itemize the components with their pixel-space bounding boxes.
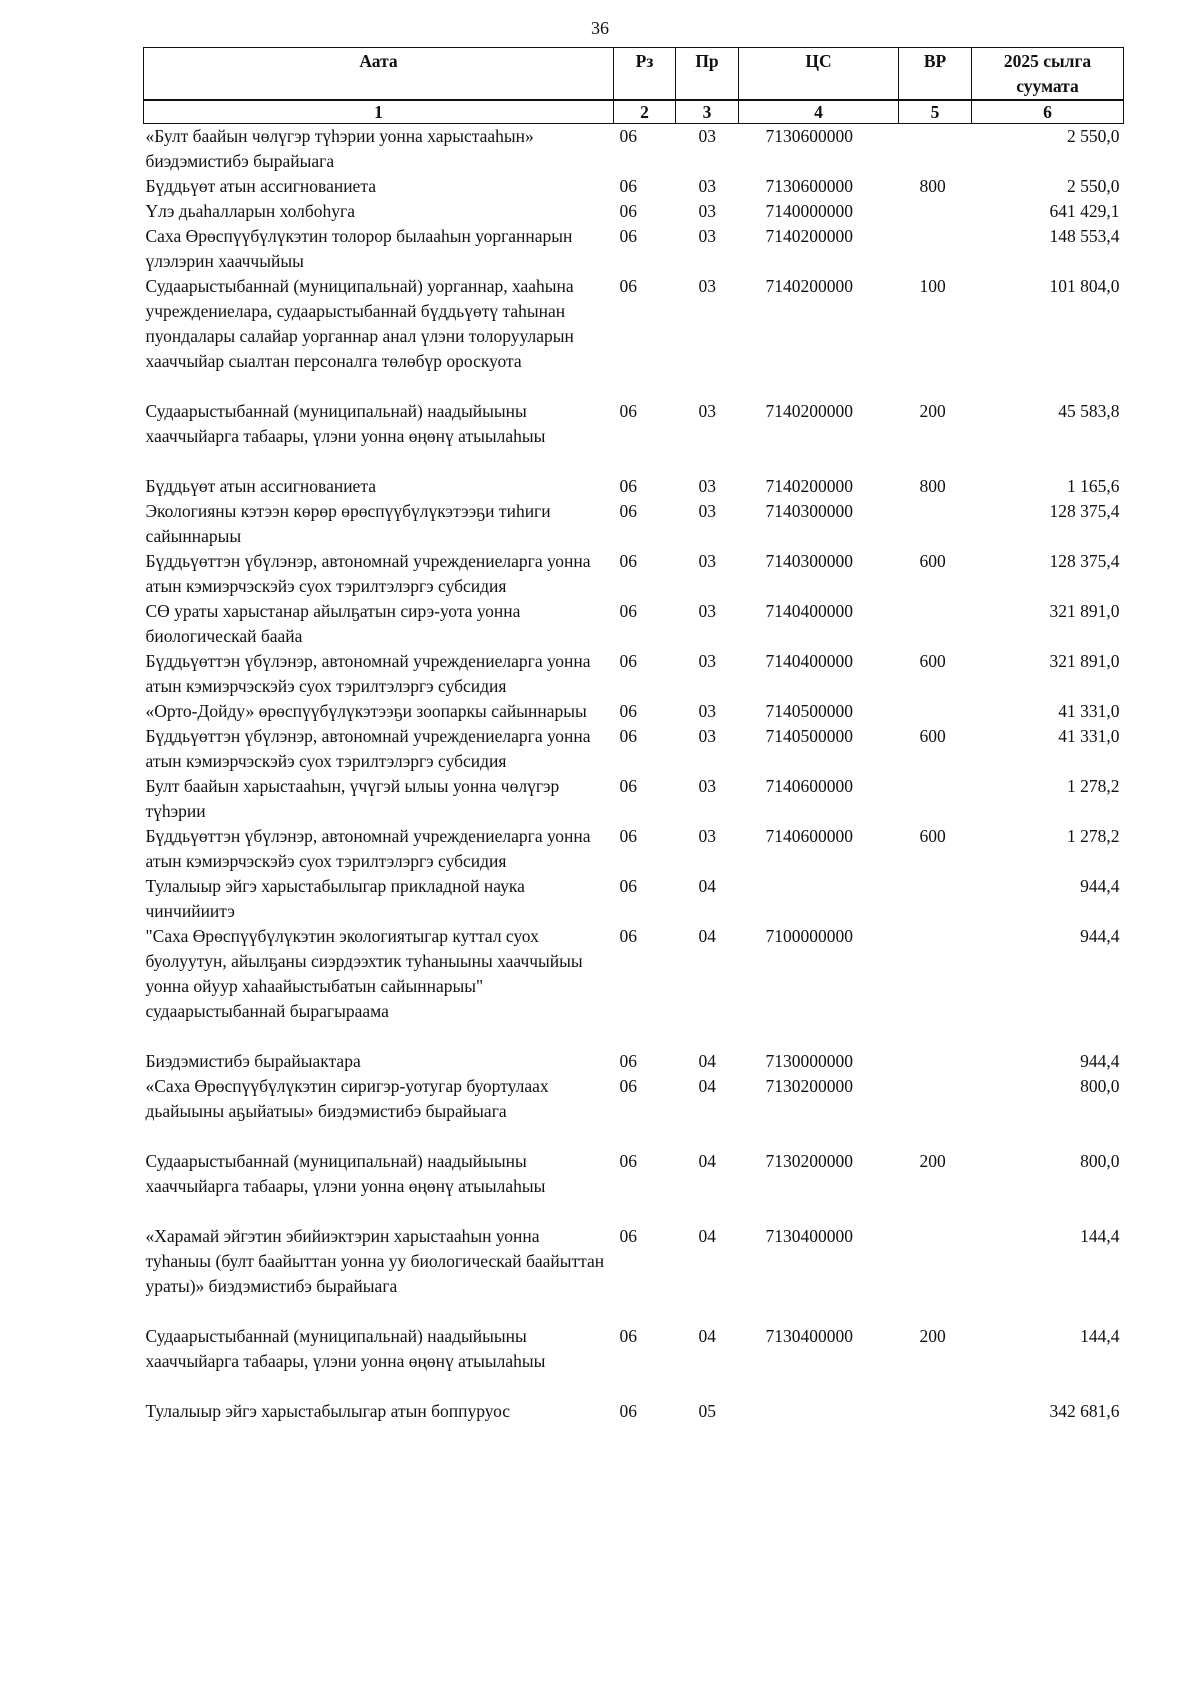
row-vr bbox=[899, 599, 972, 649]
row-pr: 03 bbox=[698, 601, 716, 621]
row-cs: 7130000000 bbox=[765, 1051, 853, 1071]
row-vr bbox=[899, 199, 972, 224]
row-rz: 06 bbox=[619, 201, 637, 221]
row-amount: 1 278,2 bbox=[1067, 776, 1120, 796]
row-pr: 03 bbox=[698, 226, 716, 246]
table-row bbox=[144, 399, 1124, 474]
row-pr: 05 bbox=[698, 1401, 716, 1421]
header-rz: Рз bbox=[614, 48, 676, 101]
row-vr: 600 bbox=[919, 726, 946, 746]
row-vr bbox=[899, 1224, 972, 1324]
table-header bbox=[144, 48, 1124, 124]
row-amount: 321 891,0 bbox=[1049, 601, 1120, 621]
row-cs: 7140400000 bbox=[765, 601, 853, 621]
row-rz: 06 bbox=[619, 776, 637, 796]
row-name: «Булт баайын чөлүгэр түһэрии уонна харыстааһын» биэдэмистибэ бырайыага bbox=[145, 126, 534, 171]
row-cs: 7130400000 bbox=[765, 1226, 853, 1246]
table-row bbox=[144, 824, 1124, 874]
row-pr: 03 bbox=[698, 126, 716, 146]
row-pr: 04 bbox=[698, 1226, 716, 1246]
row-cs bbox=[739, 874, 899, 924]
row-amount: 321 891,0 bbox=[1049, 651, 1120, 671]
row-cs: 7130200000 bbox=[765, 1076, 853, 1096]
table-row bbox=[144, 599, 1124, 649]
table-row bbox=[144, 274, 1124, 399]
row-amount: 2 550,0 bbox=[1067, 126, 1120, 146]
row-pr: 04 bbox=[698, 1326, 716, 1346]
row-vr bbox=[899, 924, 972, 1049]
table-row bbox=[144, 724, 1124, 774]
row-amount: 342 681,6 bbox=[1049, 1401, 1120, 1421]
row-pr: 03 bbox=[698, 401, 716, 421]
row-cs: 7140500000 bbox=[765, 701, 853, 721]
row-vr bbox=[899, 774, 972, 824]
header-vr: ВР bbox=[899, 48, 972, 101]
row-pr: 03 bbox=[698, 701, 716, 721]
row-name: "Саха Өрөспүүбүлүкэтин экологиятыгар куттал суох буолуутун, айылҕаны сиэрдээхтик туһаныыны хааччыйыы уонна ойуур хаһаайыстыбатын сайыннарыы" судаарыстыбаннай бырагыраама bbox=[145, 926, 583, 1021]
row-vr: 200 bbox=[919, 1326, 946, 1346]
table-row bbox=[144, 1074, 1124, 1149]
table-row bbox=[144, 549, 1124, 599]
row-name: Тулалыыр эйгэ харыстабылыгар атын боппуруос bbox=[145, 1401, 511, 1421]
row-name: «Саха Өрөспүүбүлүкэтин сиригэр-уотугар буортулаах дьайыыны аҕыйатыы» биэдэмистибэ бырайыага bbox=[145, 1076, 549, 1121]
row-cs: 7140600000 bbox=[765, 826, 853, 846]
row-amount: 2 550,0 bbox=[1067, 176, 1120, 196]
row-name: Судаарыстыбаннай (муниципальнай) наадыйыыны хааччыйарга табаары, үлэни уонна өңөнү атыылаһыы bbox=[145, 1151, 546, 1196]
row-rz: 06 bbox=[619, 1401, 637, 1421]
row-name: Бүддьүөттэн үбүлэнэр, автономнай учреждениеларга уонна атын кэмиэрчэскэйэ суох тэрилтэлэргэ субсидия bbox=[145, 826, 591, 871]
row-pr: 04 bbox=[698, 1151, 716, 1171]
row-rz: 06 bbox=[619, 601, 637, 621]
row-amount: 41 331,0 bbox=[1058, 726, 1120, 746]
row-pr: 03 bbox=[698, 551, 716, 571]
row-rz: 06 bbox=[619, 1151, 637, 1171]
row-name: «Харамай эйгэтин эбийиэктэрин харыстааһын уонна туһаныы (булт баайыттан уонна уу биологическай баайыттан ураты)» биэдэмистибэ бырайыага bbox=[145, 1226, 605, 1296]
row-vr: 200 bbox=[919, 401, 946, 421]
row-amount: 128 375,4 bbox=[1049, 501, 1120, 521]
row-vr: 600 bbox=[919, 651, 946, 671]
row-rz: 06 bbox=[619, 126, 637, 146]
row-vr bbox=[899, 124, 972, 175]
table-row bbox=[144, 199, 1124, 224]
row-rz: 06 bbox=[619, 476, 637, 496]
row-amount: 800,0 bbox=[1080, 1076, 1120, 1096]
row-name: Судаарыстыбаннай (муниципальнай) уорганнар, хааһына учреждениелара, судаарыстыбаннай бүддьүөтү таһынан пуондалары салайар уорганнар анал үлэни толорууларын хааччыйар сыалтан персоналга төлөбүр ороскуота bbox=[145, 276, 574, 371]
row-rz: 06 bbox=[619, 651, 637, 671]
row-pr: 03 bbox=[698, 726, 716, 746]
row-cs: 7100000000 bbox=[765, 926, 853, 946]
row-name: Булт баайын харыстааһын, үчүгэй ылыы уонна чөлүгэр түһэрии bbox=[145, 776, 560, 821]
row-amount: 1 165,6 bbox=[1067, 476, 1120, 496]
table-row bbox=[144, 649, 1124, 699]
row-cs: 7130200000 bbox=[765, 1151, 853, 1171]
row-rz: 06 bbox=[619, 176, 637, 196]
row-name: Биэдэмистибэ бырайыактара bbox=[145, 1051, 361, 1071]
row-rz: 06 bbox=[619, 501, 637, 521]
row-name: Судаарыстыбаннай (муниципальнай) наадыйыыны хааччыйарга табаары, үлэни уонна өңөнү атыылаһыы bbox=[145, 401, 546, 446]
row-name: Судаарыстыбаннай (муниципальнай) наадыйыыны хааччыйарга табаары, үлэни уонна өңөнү атыылаһыы bbox=[145, 1326, 546, 1371]
row-cs: 7130600000 bbox=[765, 126, 853, 146]
row-pr: 03 bbox=[698, 501, 716, 521]
row-rz: 06 bbox=[619, 926, 637, 946]
row-pr: 03 bbox=[698, 651, 716, 671]
row-amount: 128 375,4 bbox=[1049, 551, 1120, 571]
row-pr: 03 bbox=[698, 476, 716, 496]
row-name: СӨ ураты харыстанар айылҕатын сирэ-уота уонна биологическай баайа bbox=[145, 601, 521, 646]
row-cs: 7140300000 bbox=[765, 501, 853, 521]
row-cs: 7140200000 bbox=[765, 226, 853, 246]
row-pr: 03 bbox=[698, 201, 716, 221]
row-name: Бүддьүөт атын ассигнованиета bbox=[145, 176, 376, 196]
row-name: Бүддьүөттэн үбүлэнэр, автономнай учреждениеларга уонна атын кэмиэрчэскэйэ суох тэрилтэлэргэ субсидия bbox=[145, 651, 591, 696]
column-number: 2 bbox=[614, 100, 676, 124]
table-row bbox=[144, 1399, 1124, 1424]
row-amount: 144,4 bbox=[1080, 1226, 1120, 1246]
row-vr bbox=[899, 499, 972, 549]
table-row bbox=[144, 699, 1124, 724]
row-pr: 03 bbox=[698, 276, 716, 296]
header-amount: 2025 сылга суумата bbox=[972, 48, 1124, 101]
row-rz: 06 bbox=[619, 226, 637, 246]
row-rz: 06 bbox=[619, 826, 637, 846]
row-rz: 06 bbox=[619, 876, 637, 896]
table-row bbox=[144, 1149, 1124, 1224]
column-number: 6 bbox=[972, 100, 1124, 124]
row-amount: 101 804,0 bbox=[1049, 276, 1120, 296]
column-number: 1 bbox=[144, 100, 614, 124]
row-cs: 7130600000 bbox=[765, 176, 853, 196]
row-cs: 7140200000 bbox=[765, 401, 853, 421]
row-cs: 7140500000 bbox=[765, 726, 853, 746]
table-row bbox=[144, 874, 1124, 924]
row-amount: 144,4 bbox=[1080, 1326, 1120, 1346]
row-amount: 148 553,4 bbox=[1049, 226, 1120, 246]
table-row bbox=[144, 124, 1124, 175]
row-vr bbox=[899, 224, 972, 274]
row-name: Тулалыыр эйгэ харыстабылыгар прикладной наука чинчийиитэ bbox=[145, 876, 525, 921]
row-pr: 04 bbox=[698, 876, 716, 896]
budget-table bbox=[143, 47, 1124, 1424]
row-vr bbox=[899, 1074, 972, 1149]
row-vr: 100 bbox=[919, 276, 946, 296]
header-pr: Пр bbox=[676, 48, 739, 101]
row-amount: 1 278,2 bbox=[1067, 826, 1120, 846]
table-row bbox=[144, 499, 1124, 549]
table-row bbox=[144, 224, 1124, 274]
column-number: 4 bbox=[739, 100, 899, 124]
table-row bbox=[144, 1324, 1124, 1399]
row-name: Саха Өрөспүүбүлүкэтин толорор былааһын уорганнарын үлэлэрин хааччыйыы bbox=[145, 226, 573, 271]
row-vr bbox=[899, 1399, 972, 1424]
row-vr: 800 bbox=[919, 176, 946, 196]
row-name: Бүддьүөттэн үбүлэнэр, автономнай учреждениеларга уонна атын кэмиэрчэскэйэ суох тэрилтэлэргэ субсидия bbox=[145, 726, 591, 771]
row-vr: 800 bbox=[919, 476, 946, 496]
row-cs: 7140200000 bbox=[765, 276, 853, 296]
header-name: Аата bbox=[144, 48, 614, 101]
table-row bbox=[144, 474, 1124, 499]
row-cs: 7140200000 bbox=[765, 476, 853, 496]
row-rz: 06 bbox=[619, 1326, 637, 1346]
row-rz: 06 bbox=[619, 1226, 637, 1246]
row-pr: 03 bbox=[698, 826, 716, 846]
header-cs: ЦС bbox=[739, 48, 899, 101]
header-row bbox=[144, 48, 1124, 101]
row-pr: 04 bbox=[698, 1051, 716, 1071]
row-cs bbox=[739, 1399, 899, 1424]
page-number: 36 bbox=[591, 18, 609, 38]
row-name: «Орто-Дойду» өрөспүүбүлүкэтээҕи зоопаркы сайыннарыы bbox=[145, 701, 587, 721]
row-pr: 03 bbox=[698, 776, 716, 796]
row-name: Үлэ дьаһалларын холбоһуга bbox=[145, 201, 355, 221]
row-amount: 641 429,1 bbox=[1049, 201, 1120, 221]
row-vr bbox=[899, 699, 972, 724]
column-number: 3 bbox=[676, 100, 739, 124]
row-pr: 04 bbox=[698, 1076, 716, 1096]
row-rz: 06 bbox=[619, 551, 637, 571]
row-rz: 06 bbox=[619, 1051, 637, 1071]
table-row bbox=[144, 924, 1124, 1049]
row-amount: 944,4 bbox=[1080, 926, 1120, 946]
row-rz: 06 bbox=[619, 726, 637, 746]
table-body bbox=[144, 124, 1124, 1425]
row-vr: 200 bbox=[919, 1151, 946, 1171]
row-name: Экологияны кэтээн көрөр өрөспүүбүлүкэтээҕи тиһиги сайыннарыы bbox=[145, 501, 551, 546]
row-vr: 600 bbox=[919, 826, 946, 846]
row-cs: 7140600000 bbox=[765, 776, 853, 796]
row-rz: 06 bbox=[619, 276, 637, 296]
row-amount: 800,0 bbox=[1080, 1151, 1120, 1171]
row-cs: 7140400000 bbox=[765, 651, 853, 671]
row-vr bbox=[899, 1049, 972, 1074]
row-name: Бүддьүөттэн үбүлэнэр, автономнай учреждениеларга уонна атын кэмиэрчэскэйэ суох тэрилтэлэргэ субсидия bbox=[145, 551, 591, 596]
row-cs: 7140300000 bbox=[765, 551, 853, 571]
row-pr: 03 bbox=[698, 176, 716, 196]
row-amount: 45 583,8 bbox=[1058, 401, 1120, 421]
table-row bbox=[144, 1049, 1124, 1074]
row-rz: 06 bbox=[619, 1076, 637, 1096]
row-name: Бүддьүөт атын ассигнованиета bbox=[145, 476, 376, 496]
table-row bbox=[144, 774, 1124, 824]
row-amount: 944,4 bbox=[1080, 876, 1120, 896]
table-row bbox=[144, 174, 1124, 199]
row-amount: 944,4 bbox=[1080, 1051, 1120, 1071]
row-cs: 7140000000 bbox=[765, 201, 853, 221]
row-rz: 06 bbox=[619, 401, 637, 421]
table-row bbox=[144, 1224, 1124, 1324]
column-number: 5 bbox=[899, 100, 972, 124]
row-amount: 41 331,0 bbox=[1058, 701, 1120, 721]
row-vr bbox=[899, 874, 972, 924]
row-rz: 06 bbox=[619, 701, 637, 721]
row-vr: 600 bbox=[919, 551, 946, 571]
row-pr: 04 bbox=[698, 926, 716, 946]
row-cs: 7130400000 bbox=[765, 1326, 853, 1346]
column-number-row bbox=[144, 100, 1124, 124]
